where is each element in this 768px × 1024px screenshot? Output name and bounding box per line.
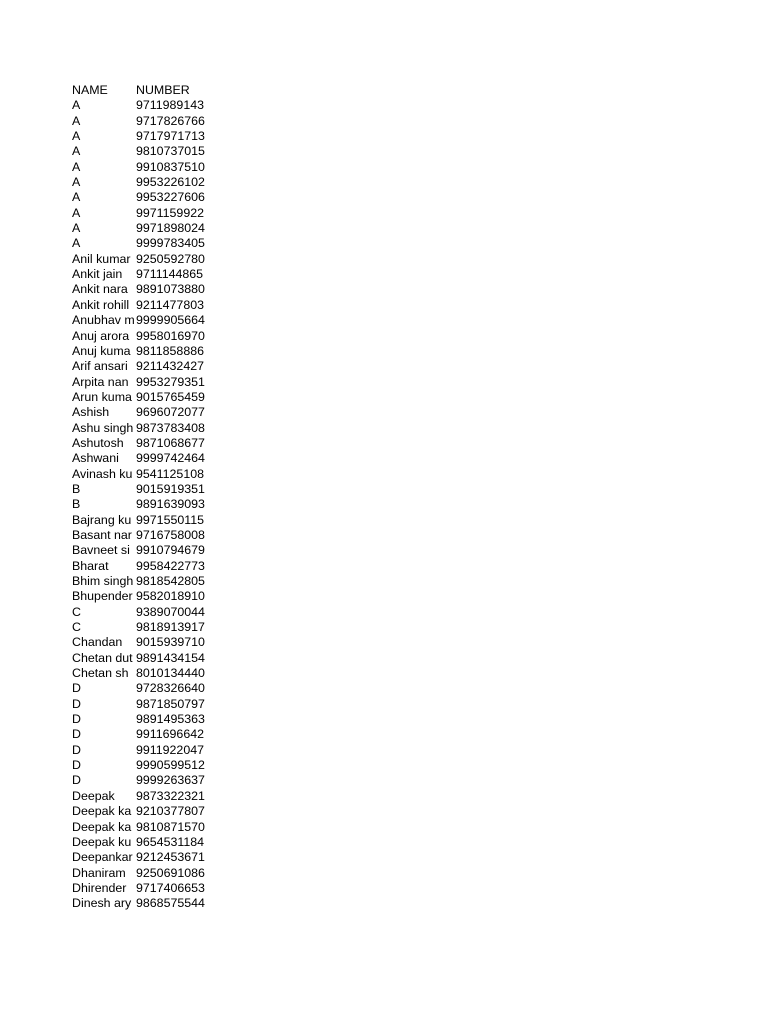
table-row	[72, 144, 226, 159]
number-cell: 9873783408	[136, 420, 205, 435]
name-cell: Anuj arora	[72, 328, 130, 343]
table-row	[72, 375, 226, 390]
table-row	[72, 359, 226, 374]
name-cell: Chetan sh	[72, 666, 129, 681]
number-cell: 9250592780	[136, 251, 205, 266]
number-cell: 9015939710	[136, 635, 205, 650]
name-cell: A	[72, 129, 81, 144]
name-cell: Bhim singh	[72, 574, 134, 588]
table-row	[72, 820, 226, 835]
name-cell: A	[72, 98, 81, 113]
table-row	[72, 467, 226, 482]
number-cell: 9910837510	[136, 159, 205, 174]
number-cell: 9873322321	[136, 788, 205, 803]
number-cell: 9541125108	[136, 466, 204, 481]
number-cell: 9891639093	[136, 497, 205, 512]
name-cell: Bavneet si	[72, 543, 130, 558]
number-cell: 9999905664	[136, 313, 205, 328]
number-cell: 9211432427	[136, 359, 204, 374]
number-cell: 9971550115	[136, 512, 204, 527]
table-row	[72, 866, 226, 881]
name-cell: Deepak	[72, 788, 115, 803]
number-cell: 9696072077	[136, 405, 205, 420]
table-row	[72, 589, 226, 604]
table-row	[72, 175, 226, 190]
table-row	[72, 206, 226, 221]
table-row	[72, 190, 226, 205]
number-cell: 9717826766	[136, 113, 205, 128]
name-cell: Deepak ku	[72, 834, 132, 849]
table-row	[72, 773, 226, 788]
number-cell: 9911696642	[136, 727, 204, 742]
number-cell: 9871850797	[136, 696, 205, 711]
table-row	[72, 405, 226, 420]
name-cell: C	[72, 604, 81, 619]
number-cell: 9911922047	[136, 742, 204, 757]
number-cell: 9871068677	[136, 435, 205, 450]
number-cell: 9582018910	[136, 589, 205, 604]
number-cell: 9910794679	[136, 543, 205, 558]
number-cell: 9654531184	[136, 834, 204, 849]
name-cell: A	[72, 190, 81, 205]
number-cell: 9211477803	[136, 297, 204, 312]
name-cell: Chetan dut	[72, 650, 133, 665]
number-cell: 9389070044	[136, 604, 205, 619]
table-row	[72, 236, 226, 251]
name-cell: Chandan	[72, 635, 123, 650]
table-row	[72, 114, 226, 129]
table-row	[72, 421, 226, 436]
table-row	[72, 98, 226, 113]
table-row	[72, 804, 226, 819]
table-row	[72, 789, 226, 804]
number-cell: 9711144865	[136, 267, 204, 282]
number-column-header: NUMBER	[136, 83, 190, 97]
name-cell: Ashu singh	[72, 420, 134, 435]
table-row	[72, 252, 226, 267]
table-row	[72, 129, 226, 144]
name-cell: Bharat	[72, 558, 109, 573]
name-cell: Ashish	[72, 405, 110, 420]
name-cell: Bajrang ku	[72, 512, 132, 527]
name-cell: Anubhav m	[72, 313, 135, 328]
table-row	[72, 574, 226, 589]
table-row	[72, 605, 226, 620]
name-cell: B	[72, 497, 81, 512]
name-cell: D	[72, 681, 81, 696]
table-row	[72, 681, 226, 696]
number-cell: 9728326640	[136, 681, 205, 696]
name-cell: D	[72, 773, 81, 788]
number-cell: 9810737015	[136, 144, 205, 159]
table-row	[72, 482, 226, 497]
number-cell: 9711989143	[136, 98, 204, 113]
table-row	[72, 635, 226, 650]
name-cell: Deepak ka	[72, 804, 132, 819]
name-cell: D	[72, 696, 81, 711]
number-cell: 9716758008	[136, 527, 205, 542]
table-row	[72, 282, 226, 297]
table-row	[72, 513, 226, 528]
name-cell: Ashutosh	[72, 435, 124, 450]
name-cell: A	[72, 175, 81, 190]
number-cell: 9891434154	[136, 650, 205, 665]
table-row	[72, 835, 226, 850]
name-cell: Dinesh ary	[72, 896, 132, 911]
name-cell: Ankit rohill	[72, 297, 130, 312]
table-row	[72, 390, 226, 405]
name-cell: Ashwani	[72, 451, 119, 466]
name-cell: Deepak ka	[72, 819, 132, 834]
number-cell: 9891495363	[136, 712, 205, 727]
number-cell: 9891073880	[136, 282, 205, 297]
number-cell: 9717406653	[136, 880, 205, 895]
name-cell: A	[72, 144, 81, 159]
table-row	[72, 267, 226, 282]
name-cell: A	[72, 236, 81, 251]
number-cell: 9958422773	[136, 558, 205, 573]
name-cell: Bhupender	[72, 589, 133, 604]
table-row	[72, 850, 226, 865]
table-row	[72, 758, 226, 773]
name-cell: Arun kuma	[72, 389, 132, 404]
table-row	[72, 651, 226, 666]
number-cell: 9210377807	[136, 804, 205, 819]
table-row	[72, 620, 226, 635]
name-cell: Dhaniram	[72, 865, 126, 880]
name-cell: A	[72, 159, 81, 174]
table-row	[72, 160, 226, 175]
name-cell: Dhirender	[72, 880, 127, 895]
table-row	[72, 298, 226, 313]
name-cell: D	[72, 742, 81, 757]
name-cell: Anuj kuma	[72, 343, 131, 358]
name-cell: Ankit jain	[72, 267, 123, 282]
number-cell: 8010134440	[136, 666, 205, 681]
table-row	[72, 344, 226, 359]
name-cell: Arif ansari	[72, 359, 128, 374]
name-cell: Deepankar	[72, 850, 133, 865]
table-header-row	[72, 83, 226, 98]
table-row	[72, 896, 226, 911]
contact-table	[72, 83, 226, 912]
table-row	[72, 712, 226, 727]
table-row	[72, 743, 226, 758]
number-cell: 9971898024	[136, 221, 205, 236]
name-column-header: NAME	[72, 83, 108, 97]
name-cell: A	[72, 221, 81, 236]
name-cell: A	[72, 113, 81, 128]
table-row	[72, 727, 226, 742]
number-cell: 9015765459	[136, 389, 205, 404]
number-cell: 9250691086	[136, 865, 205, 880]
number-cell: 9717971713	[136, 129, 205, 144]
table-row	[72, 221, 226, 236]
name-cell: Avinash ku	[72, 466, 133, 481]
name-cell: D	[72, 758, 81, 773]
name-cell: B	[72, 481, 81, 496]
number-cell: 9971159922	[136, 205, 204, 220]
name-cell: Ankit nara	[72, 282, 128, 297]
name-cell: Anil kumar	[72, 251, 131, 266]
table-row	[72, 528, 226, 543]
table-row	[72, 543, 226, 558]
number-cell: 9953227606	[136, 190, 205, 205]
number-cell: 9990599512	[136, 758, 205, 773]
number-cell: 9958016970	[136, 328, 205, 343]
name-cell: Arpita nan	[72, 374, 129, 389]
table-row	[72, 436, 226, 451]
number-cell: 9811858886	[136, 343, 204, 358]
table-row	[72, 313, 226, 328]
name-cell: D	[72, 712, 81, 727]
table-body	[72, 98, 226, 911]
number-cell: 9999742464	[136, 451, 205, 466]
number-cell: 9868575544	[136, 896, 205, 911]
table-row	[72, 881, 226, 896]
number-cell: 9953279351	[136, 374, 205, 389]
table-row	[72, 329, 226, 344]
number-cell: 9818542805	[136, 574, 205, 588]
number-cell: 9015919351	[136, 481, 205, 496]
table-row	[72, 497, 226, 512]
table-row	[72, 666, 226, 681]
table-row	[72, 559, 226, 574]
name-cell: Basant nar	[72, 527, 132, 542]
number-cell: 9212453671	[136, 850, 205, 865]
number-cell: 9999263637	[136, 773, 205, 788]
number-cell: 9953226102	[136, 175, 205, 190]
number-cell: 9999783405	[136, 236, 205, 251]
name-cell: A	[72, 205, 81, 220]
name-cell: C	[72, 620, 81, 635]
number-cell: 9810871570	[136, 819, 205, 834]
table-row	[72, 697, 226, 712]
name-cell: D	[72, 727, 81, 742]
number-cell: 9818913917	[136, 620, 205, 635]
table-row	[72, 451, 226, 466]
